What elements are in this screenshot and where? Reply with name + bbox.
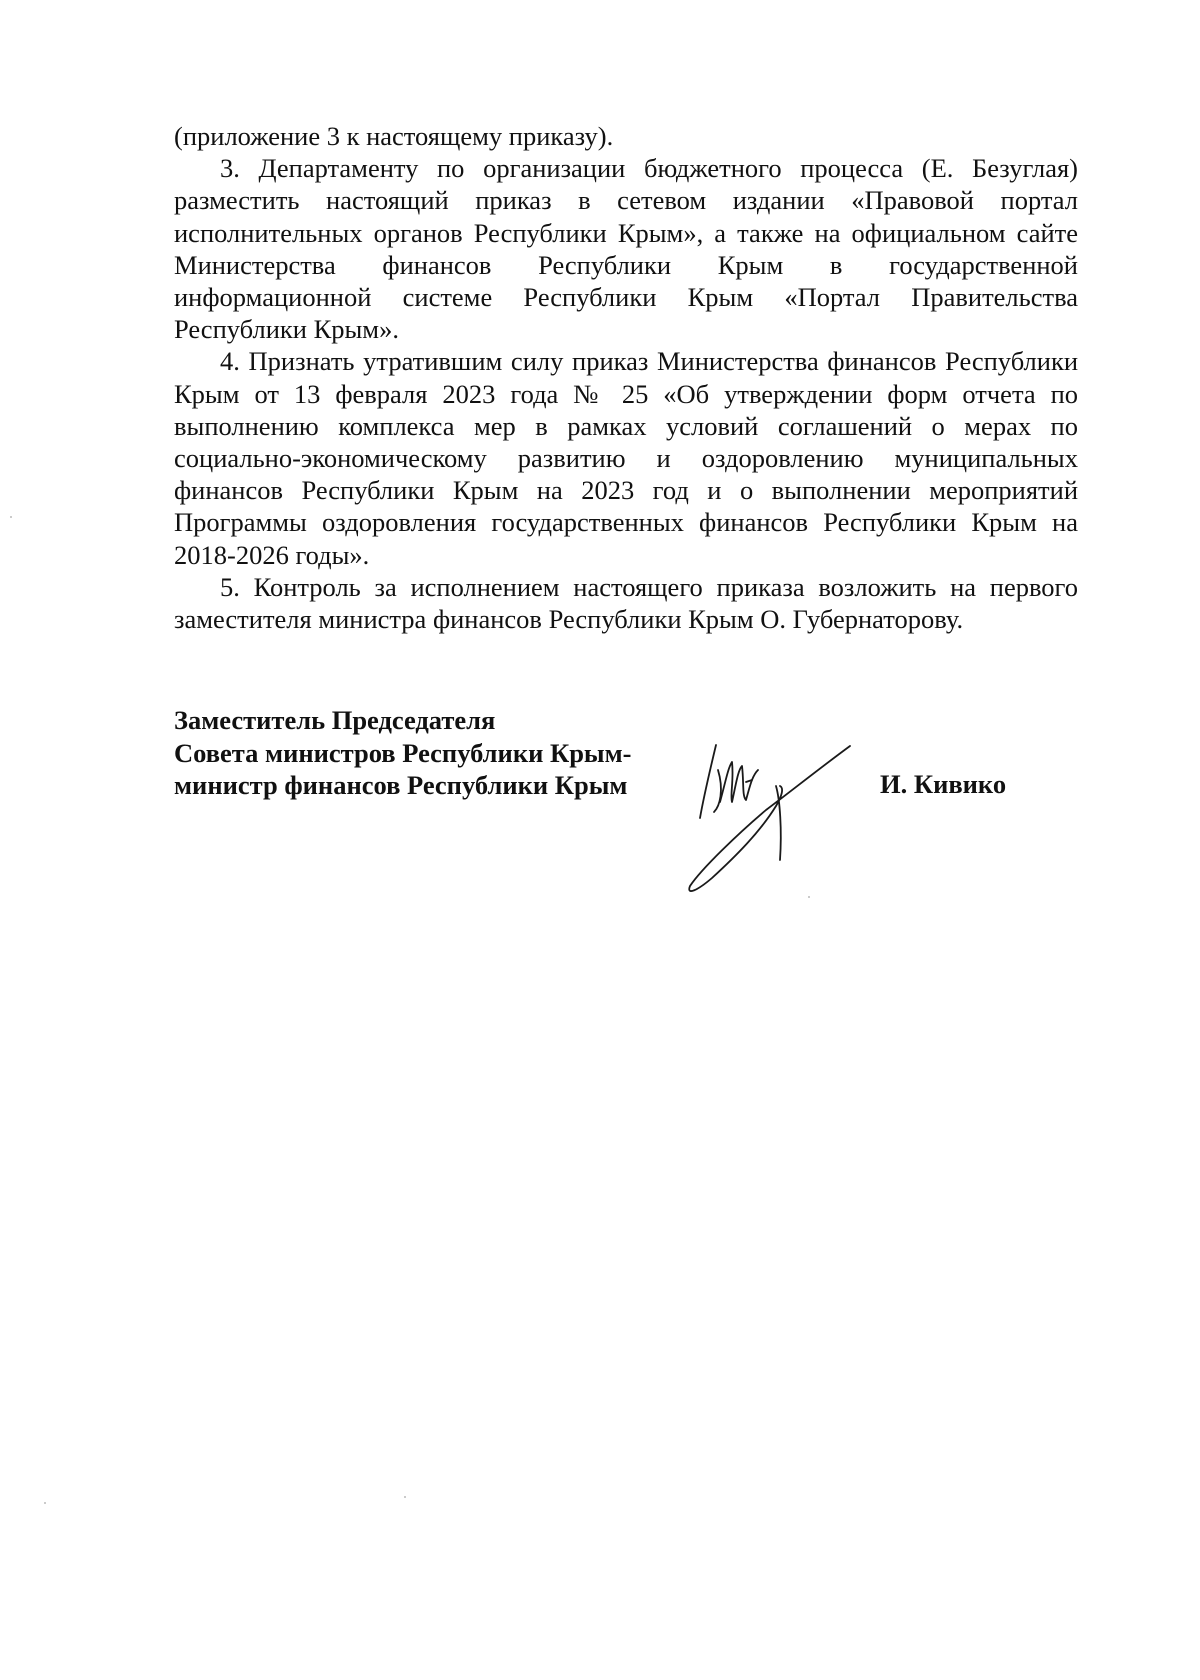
handwritten-signature — [680, 740, 910, 900]
paragraph-item-3: 3. Департаменту по организации бюджетного процесса (Е. Безуглая) разместить настоящий приказ в сетевом издании «Правовой портал исполнительных органов Республики Крым», а также на официальном сайте Министерства финансов Республики Крым в государственной информационной системе Республики Крым «Портал Правительства Республики Крым». — [174, 153, 1078, 345]
signatory-title-line: Совета министров Республики Крым- — [174, 737, 632, 768]
scan-speck — [10, 516, 12, 518]
signatory-title-line: Заместитель Председателя — [174, 705, 496, 735]
document-body — [174, 120, 1078, 635]
paragraph-item-5: 5. Контроль за исполнением настоящего приказа возложить на первого заместителя министра финансов Республики Крым О. Губернаторову. — [174, 571, 1078, 635]
scan-speck — [404, 1496, 406, 1498]
scan-speck — [44, 1502, 46, 1504]
scan-speck — [808, 896, 810, 898]
paragraph-continuation: (приложение 3 к настоящему приказу). — [174, 121, 614, 151]
signatory-title-line: министр финансов Республики Крым — [174, 770, 628, 800]
paragraph-item-4: 4. Признать утратившим силу приказ Министерства финансов Республики Крым от 13 февраля 2023 года № 25 «Об утверждении форм отчета по выполнению комплекса мер в рамках условий соглашений о мерах по социально-экономическому развитию и оздоровлению муниципальных финансов Республики Крым на 2023 год и о выполнении мероприятий Программы оздоровления государственных финансов Республики Крым на 2018-2026 годы». — [174, 346, 1078, 570]
signatory-name: И. Кивико — [880, 769, 1007, 799]
